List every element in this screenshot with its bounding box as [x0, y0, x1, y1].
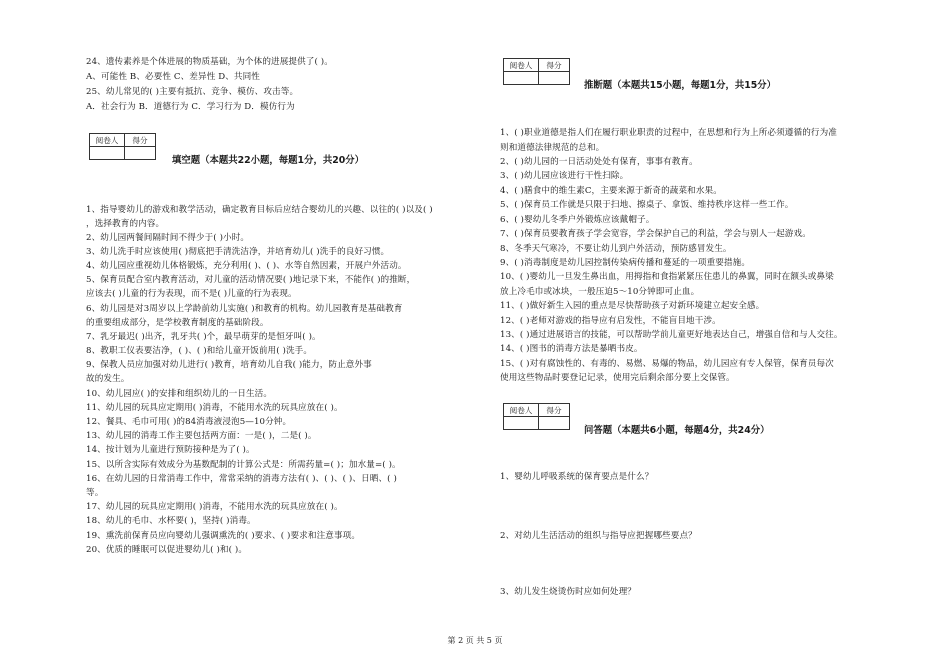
fill-line: 6、幼儿园是对3周岁以上学龄前幼儿实施( )和教育的机构。幼儿园教育是基础教育	[86, 304, 403, 314]
judge-line: 6、( )婴幼儿冬季户外锻炼应该戴帽子。	[500, 215, 655, 225]
qa-question-1: 1、婴幼儿呼吸系统的保育要点是什么？	[500, 472, 654, 482]
judge-line: 3、( )幼儿园应该进行干性扫除。	[500, 171, 629, 181]
fill-line: 19、熏洗前保育员应向婴幼儿强调熏洗的( )要求、( )要求和注意事项。	[86, 531, 361, 541]
score-label: 得分	[539, 59, 570, 72]
judge-line: 9、( )消毒制度是幼儿园控制传染病传播和蔓延的一项重要措施。	[500, 258, 751, 268]
question-24: 24、遗传素养是个体进展的物质基础，为个体的进展提供了( )。	[86, 57, 333, 67]
score-box-judge	[503, 58, 570, 85]
fill-line: 11、幼儿园的玩具应定期用( )消毒，不能用水洗的玩具应放在( )。	[86, 403, 343, 413]
fill-line: 10、幼儿园应( )的安排和组织幼儿的一日生活。	[86, 389, 273, 399]
score-label: 得分	[539, 404, 570, 417]
judge-line: 5、( )保育员工作就是只限于扫地、擦桌子、拿饭、维持秩序这样一些工作。	[500, 200, 794, 210]
fill-line: 20、优质的睡眠可以促进婴幼儿( )和( )。	[86, 545, 248, 555]
reviewer-label: 阅卷人	[504, 59, 539, 72]
qa-question-2: 2、对幼儿生活活动的组织与指导应把握哪些要点？	[500, 531, 697, 541]
score-box-fill	[89, 133, 156, 160]
fill-line: 13、幼儿园的消毒工作主要包括两方面：一是( )，二是( )。	[86, 431, 317, 441]
judge-section-title: 推断题（本题共15小题，每题1分，共15分）	[584, 80, 776, 91]
judge-line: 10、( )婴幼儿一旦发生鼻出血，用拇指和食指紧紧压住患儿的鼻翼，同时在额头或鼻梁	[500, 272, 834, 282]
judge-line: 14、( )图书的消毒方法是暴晒书皮。	[500, 344, 643, 354]
fill-line: 等。	[86, 488, 104, 498]
fill-blank-section-title: 填空题（本题共22小题，每题1分，共20分）	[172, 155, 364, 166]
fill-line: 7、乳牙最迟( )出齐，乳牙共( )个，最早萌芽的是恒牙叫( )。	[86, 332, 321, 342]
fill-line: 3、幼儿洗手时应该使用( )彻底把手清洗洁净，并培育幼儿( )洗手的良好习惯。	[86, 247, 390, 257]
judge-line: 15、( )对有腐蚀性的、有毒的、易燃、易爆的物品，幼儿园应有专人保管，保育员每次	[500, 359, 834, 369]
fill-line: 1、指导婴幼儿的游戏和教学活动，确定教育目标后应结合婴幼儿的兴趣、以往的( )以及( )	[86, 205, 433, 215]
qa-section-title: 问答题（本题共6小题，每题4分，共24分）	[584, 425, 770, 436]
judge-line: 13、( )通过进展语言的技能，可以帮助学前儿童更好地表达自己，增强自信和与人交往。	[500, 330, 843, 340]
fill-line: 8、教职工仪表要洁净，( )、( )和给儿童开饭前用( )洗手。	[86, 346, 313, 356]
judge-line: 4、( )膳食中的维生素C，主要来源于新奇的蔬菜和水果。	[500, 186, 722, 196]
judge-line: 7、( )保育员要教育孩子学会宽容，学会保护自己的利益，学会与别人一起游戏。	[500, 229, 811, 239]
question-25: 25、幼儿常见的( )主要有抵抗、竞争、模仿、攻击等。	[86, 87, 299, 97]
judge-line: 放上冷毛巾或冰块，一般压迫5～10分钟即可止血。	[500, 287, 700, 297]
fill-line: 18、幼儿的毛巾、水杯要( )，坚持( )消毒。	[86, 516, 256, 526]
fill-line: 9、保教人员应加强对幼儿进行( )教育，培育幼儿自我( )能力，防止意外事	[86, 360, 372, 370]
fill-line: 应该去( )儿童的行为表现，而不是( )儿童的行为表现。	[86, 289, 297, 299]
reviewer-cell	[504, 72, 539, 85]
fill-line: 16、在幼儿园的日常消毒工作中，常常采纳的消毒方法有( )、( )、( )、日晒、( )	[86, 474, 397, 484]
judge-line: 使用这些物品时要登记记录，使用完后剩余部分要上交保管。	[500, 373, 735, 383]
fill-line: 的重要组成部分，是学校教育制度的基础阶段。	[86, 318, 269, 328]
question-25-options: A．社会行为 B．道德行为 C．学习行为 D．模仿行为	[86, 102, 295, 112]
score-cell	[539, 72, 570, 85]
score-cell	[539, 417, 570, 430]
reviewer-cell	[504, 417, 539, 430]
fill-line: 故的发生。	[86, 374, 130, 384]
judge-line: 12、( )老师对游戏的指导应有启发性，不能盲目地干涉。	[500, 316, 721, 326]
judge-line: 则和道德法律规范的总和。	[500, 143, 605, 153]
judge-line: 1、( )职业道德是指人们在履行职业职责的过程中，在思想和行为上所必须遵循的行为准	[500, 128, 837, 138]
fill-line: 12、餐具、毛巾可用( )的84消毒液浸泡5—10分钟。	[86, 417, 292, 427]
reviewer-cell	[90, 147, 125, 160]
judge-line: 2、( )幼儿园的一日活动处处有保育，事事有教育。	[500, 157, 698, 167]
fill-line: 2、幼儿园两餐间隔时间不得少于( )小时。	[86, 233, 250, 243]
score-box-qa	[503, 403, 570, 430]
reviewer-label: 阅卷人	[504, 404, 539, 417]
fill-line: 4、幼儿园应重视幼儿体格锻炼，充分利用( )、( )、水等自然因素，开展户外活动。	[86, 261, 407, 271]
fill-line: ，选择教育的内容。	[86, 219, 165, 229]
fill-line: 17、幼儿园的玩具应定期用( )消毒，不能用水洗的玩具应放在( )。	[86, 502, 343, 512]
fill-line: 14、按计划为儿童进行预防接种是为了( )。	[86, 445, 255, 455]
score-cell	[125, 147, 156, 160]
qa-question-3: 3、幼儿发生烧烫伤时应如何处理？	[500, 587, 636, 597]
page-number: 第 2 页 共 5 页	[447, 636, 503, 645]
reviewer-label: 阅卷人	[90, 134, 125, 147]
judge-line: 11、( )做好新生入园的重点是尽快帮助孩子对新环境建立起安全感。	[500, 301, 765, 311]
fill-line: 5、保育员配合室内教育活动，对儿童的活动情况要( )地记录下来，不能作( )的推断，	[86, 275, 416, 285]
score-label: 得分	[125, 134, 156, 147]
question-24-options: A、可能性 B、必要性 C、差异性 D、共同性	[86, 72, 260, 82]
judge-line: 8、冬季天气寒冷，不要让幼儿到户外活动，预防感冒发生。	[500, 244, 732, 254]
fill-line: 15、以所含实际有效成分为基数配制的计算公式是：所需药量=( )；加水量=( )。	[86, 460, 401, 470]
